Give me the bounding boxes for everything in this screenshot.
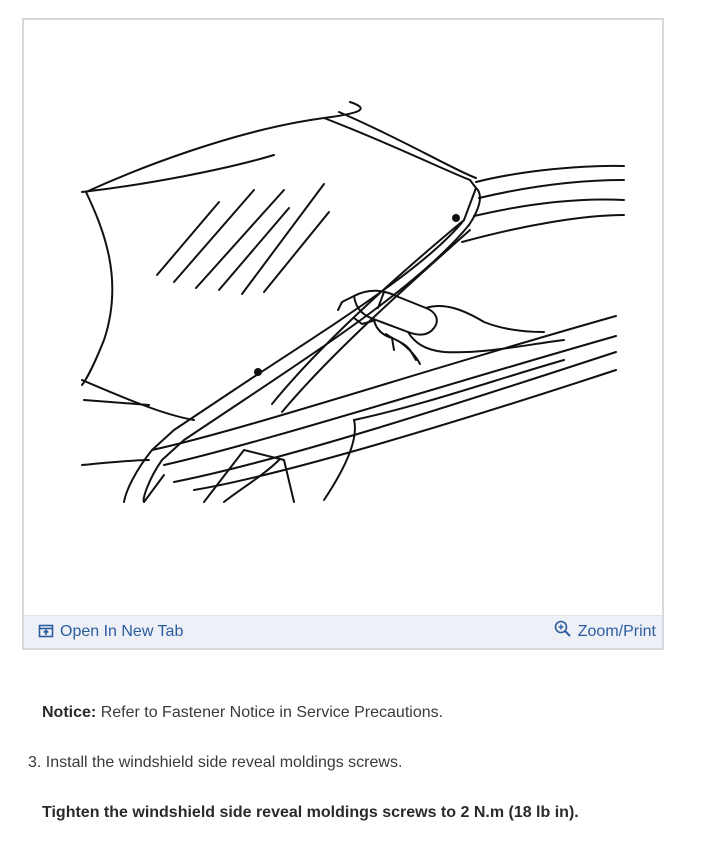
step-number: 3. [28,754,42,771]
open-in-new-tab-link[interactable] [38,616,183,648]
figure-toolbar [24,615,662,648]
open-in-new-tab-label: Open In New Tab [60,623,184,640]
zoom-print-label: Zoom/Print [577,623,656,640]
open-in-new-tab-icon [38,624,54,638]
figure-container [22,18,664,650]
notice-text: Refer to Fastener Notice in Service Precautions. [100,704,444,721]
zoom-in-icon [554,620,572,638]
tighten-specification: Tighten the windshield side reveal moldings screws to 2 N.m (18 lb in). [42,804,579,821]
notice-label: Notice: [42,704,97,721]
zoom-print-link[interactable] [554,616,656,648]
step-text: Install the windshield side reveal moldings screws. [45,754,403,771]
step-item [28,754,402,772]
windshield-molding-illustration [24,20,662,616]
notice-paragraph [42,704,443,722]
